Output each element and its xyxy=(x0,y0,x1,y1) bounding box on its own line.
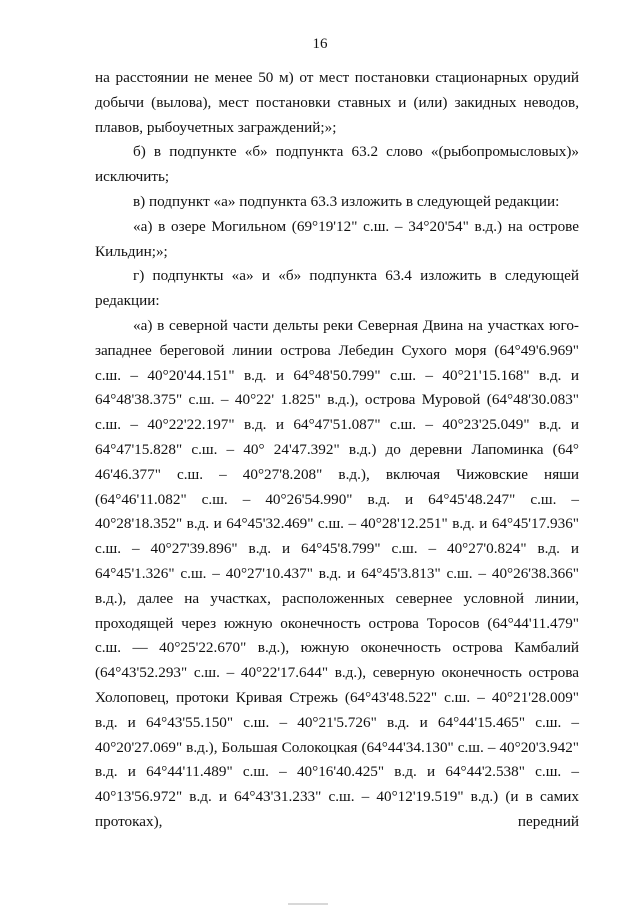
paragraph-quoted-a-severnaya-dvina: «а) в северной части дельты реки Северная Двина на участках юго-западнее береговой линии острова Лебедин Сухого моря (64°49'6.969" с.ш. – 40°20'44.151" в.д. и 64°48'50.799" с.ш. – 40°21'15.168" в.д. и 64°48'38.375" с.ш. – 40°22' 1.825" в.д.), острова Муровой (64°48'30.083" с.ш. – 40°22'22.197" в.д. и 64°47'51.087" с.ш. – 40°23'25.049" в.д. и 64°47'15.828" с.ш. – 40° 24'47.392" в.д.) до деревни Лапоминка (64° 46'46.377" с.ш. – 40°27'8.208" в.д.), включая Чижовские няши (64°46'11.082" с.ш. – 40°26'54.990" в.д. и 64°45'48.247" с.ш. – 40°28'18.352" в.д. и 64°45'32.469" с.ш. – 40°28'12.251" в.д. и 64°45'17.936" с.ш. – 40°27'39.896" в.д. и 64°45'8.799" с.ш. – 40°27'0.824" в.д. и 64°45'1.326" с.ш. – 40°27'10.437" в.д. и 64°45'3.813" с.ш. – 40°26'38.366" в.д.), далее на участках, расположенных севернее условной линии, проходящей через южную оконечность острова Торосов (64°44'11.479" с.ш. — 40°25'22.670" в.д.), южную оконечность острова Камбалий (64°43'52.293" с.ш. – 40°22'17.644" в.д.), северную оконечность острова Холоповец, протоки Кривая Стрежь (64°43'48.522" с.ш. – 40°21'28.009" в.д. и 64°43'55.150" с.ш. – 40°21'5.726" в.д. и 64°44'15.465" с.ш. – 40°20'27.069" в.д.), Большая Солокоцкая (64°44'34.130" с.ш. – 40°20'3.942" в.д. и 64°44'11.489" с.ш. – 40°16'40.425" в.д. и 64°44'2.538" с.ш. – 40°13'56.972" в.д. и 64°43'31.233" с.ш. – 40°12'19.519" в.д.) (и в самих протоках), передний xyxy=(95,316,579,830)
page-number: 16 xyxy=(312,36,328,52)
document-body xyxy=(95,66,579,835)
paragraph-item-b: б) в подпункте «б» подпункта 63.2 слово «(рыбопромысловых)» исключить; xyxy=(95,143,579,186)
paragraph-quoted-a-mogilnoe: «а) в озере Могильном (69°19'12" с.ш. – 34°20'54" в.д.) на острове Кильдин;»; xyxy=(95,217,579,260)
paragraph-item-v: в) подпункт «а» подпункта 63.3 изложить в следующей редакции: xyxy=(133,192,560,210)
paragraph-continuation: на расстоянии не менее 50 м) от мест постановки стационарных орудий добычи (вылова), мест постановки ставных и (или) закидных неводов, плавов, рыбоучетных заграждений;»; xyxy=(95,69,579,136)
paragraph-item-g: г) подпункты «а» и «б» подпункта 63.4 изложить в следующей редакции: xyxy=(95,267,579,310)
